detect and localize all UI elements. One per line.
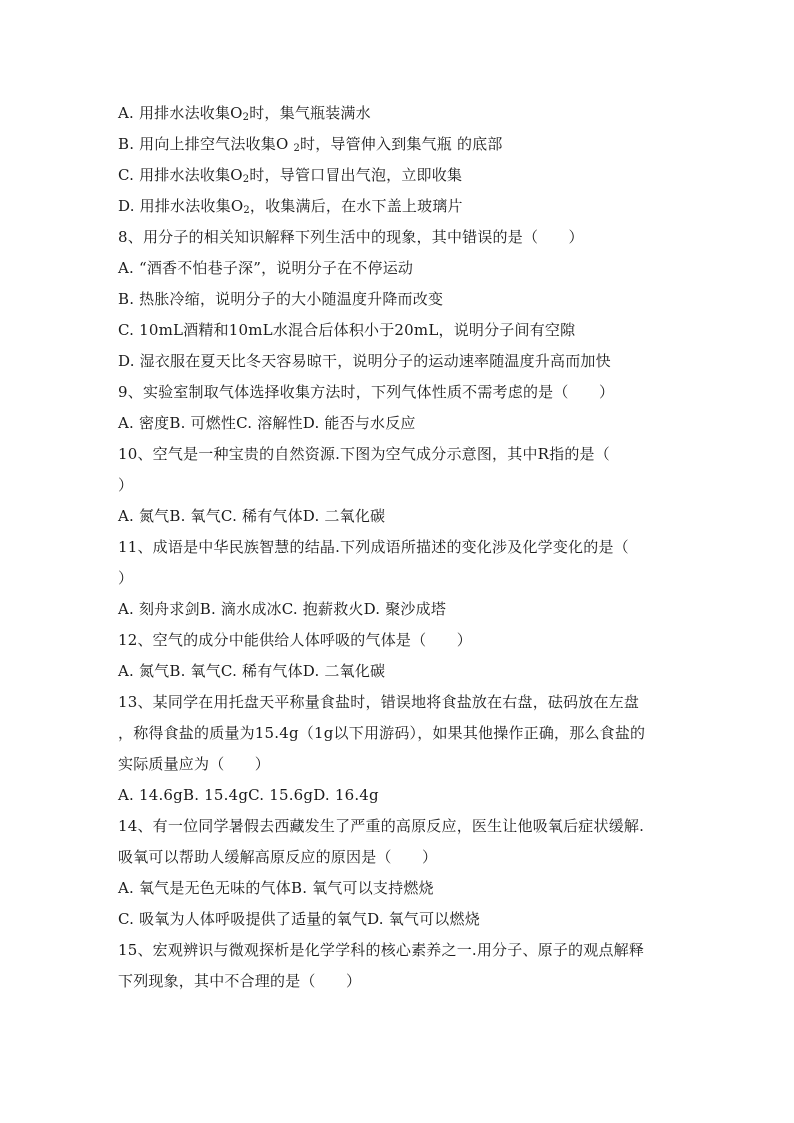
- q8-option-c: C. 10mL酒精和10mL水混合后体积小于20mL，说明分子间有空隙: [118, 321, 576, 339]
- q11-options: A. 刻舟求剑B. 滴水成冰C. 抱薪救火D. 聚沙成塔: [118, 600, 447, 618]
- q14-options-cd: C. 吸氧为人体呼吸提供了适量的氧气D. 氧气可以燃烧: [118, 910, 480, 928]
- q7-option-b: B. 用向上排空气法收集O $_2$时，导管伸入到集气瓶 的底部: [118, 135, 503, 154]
- q7-option-c: C. 用排水法收集$O_2$时，导管口冒出气泡，立即收集: [118, 166, 463, 185]
- question-15: 15、宏观辨识与微观探析是化学学科的核心素养之一.用分子、原子的观点解释: [118, 941, 645, 959]
- question-13-line-3: 实际质量应为（ ）: [118, 755, 271, 773]
- question-11-tail: ）: [118, 569, 134, 587]
- question-14: 14、有一位同学暑假去西藏发生了严重的高原反应，医生让他吸氧后症状缓解.: [118, 817, 645, 835]
- q8-option-a: A. “酒香不怕巷子深”，说明分子在不停运动: [118, 259, 414, 277]
- question-12: 12、空气的成分中能供给人体呼吸的气体是（ ）: [118, 631, 472, 649]
- q7-option-a: A. 用排水法收集$O_2$时，集气瓶装满水: [118, 104, 371, 123]
- question-10: 10、空气是一种宝贵的自然资源.下图为空气成分示意图，其中R指的是（: [118, 445, 610, 463]
- q13-options: A. 14.6gB. 15.4gC. 15.6gD. 16.4g: [118, 786, 379, 804]
- q7-option-d: D. 用排水法收集$O_2$，收集满后，在水下盖上玻璃片: [118, 197, 463, 216]
- question-13: 13、某同学在用托盘天平称量食盐时，错误地将食盐放在右盘，砝码放在左盘: [118, 693, 640, 711]
- document-page: [118, 98, 688, 997]
- question-9: 9、实验室制取气体选择收集方法时，下列气体性质不需考虑的是（ ）: [118, 383, 615, 401]
- q9-options: A. 密度B. 可燃性C. 溶解性D. 能否与水反应: [118, 414, 416, 432]
- q10-options: A. 氮气B. 氧气C. 稀有气体D. 二氧化碳: [118, 507, 386, 525]
- question-8: 8、用分子的相关知识解释下列生活中的现象，其中错误的是（ ）: [118, 228, 584, 246]
- question-10-tail: ）: [118, 476, 134, 494]
- question-13-line-2: ，称得食盐的质量为15.4g（1g以下用游码），如果其他操作正确，那么食盐的: [118, 724, 646, 742]
- q8-option-d: D. 湿衣服在夏天比冬天容易晾干，说明分子的运动速率随温度升高而加快: [118, 352, 611, 370]
- q8-option-b: B. 热胀冷缩，说明分子的大小随温度升降而改变: [118, 290, 444, 308]
- q12-options: A. 氮气B. 氧气C. 稀有气体D. 二氧化碳: [118, 662, 386, 680]
- question-14-line-2: 吸氧可以帮助人缓解高原反应的原因是（ ）: [118, 848, 438, 866]
- question-11: 11、成语是中华民族智慧的结晶.下列成语所描述的变化涉及化学变化的是（: [118, 538, 629, 556]
- q14-options-ab: A. 氧气是无色无味的气体B. 氧气可以支持燃烧: [118, 879, 434, 897]
- question-15-line-2: 下列现象，其中不合理的是（ ）: [118, 972, 362, 990]
